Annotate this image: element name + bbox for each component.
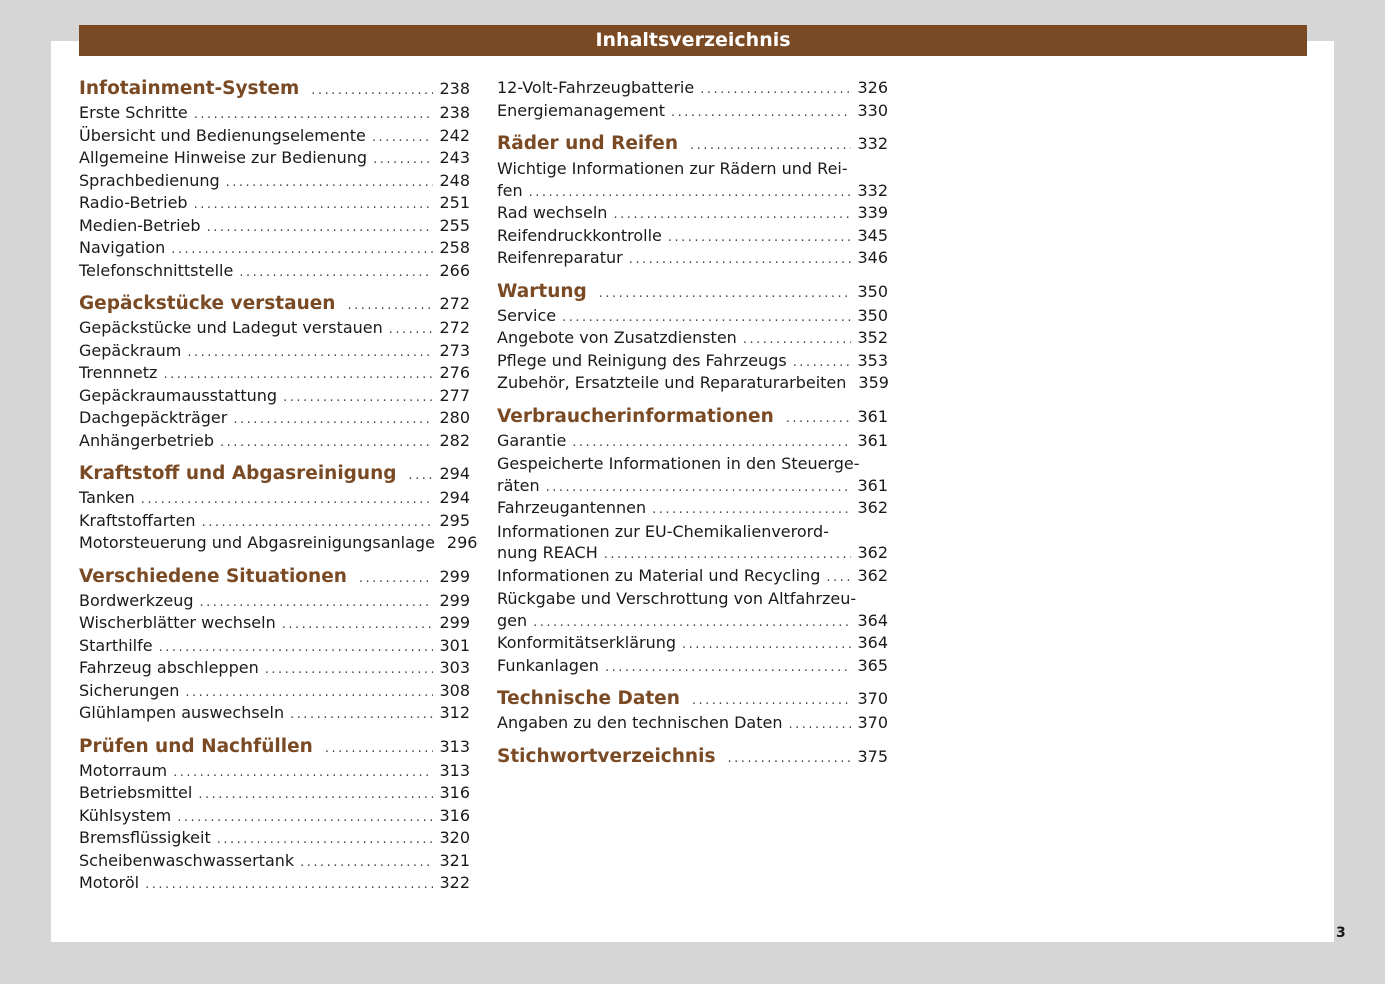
toc-entry[interactable] [79, 511, 470, 534]
toc-entry[interactable] [79, 681, 470, 704]
toc-entry[interactable] [79, 658, 470, 681]
toc-entry[interactable] [497, 78, 888, 101]
toc-entry[interactable] [79, 783, 470, 806]
leader-dots [163, 367, 433, 382]
toc-entry[interactable] [79, 828, 470, 851]
entry-label: Garantie [497, 430, 567, 450]
entry-page-number: 294 [439, 488, 470, 507]
section-title: Prüfen und Nachfüllen [79, 736, 319, 757]
entry-label: Sicherungen [79, 680, 180, 700]
entry-label: Wichtige Informationen zur Rädern und Rei- [497, 159, 848, 178]
entry-label: Wischerblätter wechseln [79, 613, 276, 632]
entry-page-number: 316 [439, 805, 470, 825]
section-title: Verschiedene Situationen [79, 566, 353, 587]
leader-dots [239, 265, 433, 280]
entry-page-number: 295 [439, 510, 470, 530]
entry-label: Bremsflüssigkeit [79, 828, 211, 847]
entry-label: Konformitätserklärung [497, 633, 677, 652]
leader-dots [194, 197, 434, 212]
entry-page-number: 238 [439, 103, 470, 122]
entry-page-number: 282 [439, 430, 470, 450]
entry-page-number: 362 [857, 498, 888, 517]
leader-dots [202, 515, 434, 530]
entry-label: Bordwerkzeug [79, 590, 194, 610]
entry-label: Funkanlagen [497, 655, 599, 675]
entry-label: Motoröl [79, 873, 140, 892]
toc-section-heading[interactable] [497, 133, 888, 158]
leader-dots [290, 707, 433, 722]
entry-label-continued: fen [497, 180, 523, 200]
toc-section-heading[interactable] [79, 463, 470, 488]
entry-label: Tanken [79, 488, 135, 507]
entry-page-number: 316 [439, 783, 470, 802]
entry-label: Sprachbedienung [79, 170, 220, 190]
entry-label: Motorsteuerung und Abgasreinigungsanlage [79, 533, 435, 552]
entry-page-number: 370 [857, 713, 888, 732]
entry-label: Fahrzeug abschleppen [79, 658, 259, 677]
leader-dots [141, 492, 434, 507]
toc-entry[interactable] [497, 633, 888, 656]
leader-dots [347, 298, 433, 313]
entry-page-number: 364 [857, 633, 888, 652]
entry-page-number: 299 [439, 590, 470, 610]
entry-page-number: 301 [439, 635, 470, 655]
entry-page-number: 322 [439, 873, 470, 892]
leader-dots [682, 637, 851, 652]
toc-entry[interactable] [79, 806, 470, 829]
toc-entry[interactable] [79, 238, 470, 261]
entry-page-number: 321 [439, 850, 470, 870]
toc-entry[interactable] [497, 328, 888, 351]
toc-entry[interactable] [79, 126, 470, 149]
entry-page-number: 350 [857, 305, 888, 325]
leader-dots [217, 832, 434, 847]
entry-page-number: 359 [858, 373, 889, 392]
leader-dots [604, 547, 852, 562]
leader-dots [233, 412, 433, 427]
entry-label: Informationen zu Material und Recycling [497, 565, 821, 585]
toc-entry[interactable] [79, 193, 470, 216]
entry-label: Angebote von Zusatzdiensten [497, 328, 737, 347]
leader-dots [185, 685, 433, 700]
entry-page-number: 242 [439, 125, 470, 145]
entry-label: Gepäckraumausstattung [79, 385, 278, 405]
toc-section-heading[interactable] [79, 293, 470, 318]
entry-page-number: 320 [439, 828, 470, 847]
entry-label: Rückgabe und Verschrottung von Altfahrzeu- [497, 589, 857, 608]
toc-entry[interactable] [79, 488, 470, 511]
leader-dots [700, 82, 851, 97]
section-title: Kraftstoff und Abgasreinigung [79, 463, 403, 484]
entry-label: Telefonschnittstelle [79, 260, 234, 280]
entry-label: Erste Schritte [79, 103, 188, 122]
entry-page-number: 255 [439, 215, 470, 235]
entry-label: Radio-Betrieb [79, 193, 188, 212]
toc-column-right [497, 78, 888, 771]
toc-entry[interactable] [79, 386, 470, 409]
leader-dots [605, 660, 852, 675]
toc-entry[interactable] [497, 431, 888, 454]
entry-label: Angaben zu den technischen Daten [497, 713, 783, 732]
toc-entry[interactable] [79, 261, 470, 284]
entry-page-number: 308 [439, 680, 470, 700]
section-title: Wartung [497, 281, 593, 302]
leader-dots [389, 322, 434, 337]
toc-entry[interactable] [79, 216, 470, 239]
entry-page-number: 313 [439, 760, 470, 780]
section-page-number: 313 [439, 736, 470, 756]
toc-entry[interactable] [497, 588, 888, 633]
entry-label: Gepäckstücke und Ladegut verstauen [79, 318, 383, 337]
entry-label: Energiemanagement [497, 100, 666, 120]
leader-dots [171, 242, 433, 257]
leader-dots [311, 83, 433, 98]
toc-section-heading[interactable] [79, 78, 470, 103]
entry-page-number: 258 [439, 238, 470, 257]
leader-dots [226, 175, 434, 190]
toc-entry[interactable] [79, 703, 470, 726]
entry-label: Medien-Betrieb [79, 215, 201, 235]
toc-column-left [79, 78, 478, 896]
entry-page-number: 251 [439, 193, 470, 212]
entry-label: Starthilfe [79, 635, 153, 655]
entry-page-number: 361 [857, 430, 888, 450]
leader-dots [826, 570, 851, 585]
toc-entry[interactable] [497, 373, 888, 396]
leader-dots [671, 105, 851, 120]
leader-dots [220, 435, 433, 450]
toc-section-heading[interactable] [497, 406, 888, 431]
entry-label: Motorraum [79, 760, 168, 780]
entry-label: Navigation [79, 238, 166, 257]
entry-label: Betriebsmittel [79, 783, 193, 802]
leader-dots [159, 640, 434, 655]
leader-dots [668, 230, 852, 245]
entry-continuation [497, 543, 888, 566]
entry-label-continued: nung REACH [497, 543, 598, 562]
entry-label: Reifenreparatur [497, 248, 623, 267]
leader-dots [177, 810, 433, 825]
entry-page-number: 362 [857, 565, 888, 585]
toc-entry[interactable] [79, 318, 470, 341]
entry-continuation [497, 181, 888, 204]
entry-label: Reifendruckkontrolle [497, 225, 662, 245]
leader-dots [727, 751, 851, 766]
section-title: Infotainment-System [79, 78, 305, 99]
entry-page-number: 312 [439, 703, 470, 722]
leader-dots [786, 411, 852, 426]
leader-dots [546, 480, 852, 495]
leader-dots [599, 286, 852, 301]
toc-entry[interactable] [79, 103, 470, 126]
entry-page-number: 266 [439, 260, 470, 280]
leader-dots [173, 765, 433, 780]
leader-dots [300, 855, 433, 870]
toc-entry[interactable] [497, 101, 888, 124]
entry-label: Glühlampen auswechseln [79, 703, 285, 722]
entry-label-continued: räten [497, 475, 540, 495]
toc-entry[interactable] [79, 873, 470, 896]
entry-page-number: 362 [857, 543, 888, 562]
section-title: Verbraucherinformationen [497, 406, 780, 427]
toc-entry[interactable] [79, 171, 470, 194]
entry-label: Kraftstoffarten [79, 510, 196, 530]
leader-dots [692, 693, 852, 708]
entry-label: Dachgepäckträger [79, 408, 228, 427]
entry-page-number: 339 [857, 203, 888, 222]
section-page-number: 332 [857, 134, 888, 153]
page-title: Inhaltsverzeichnis [79, 25, 1307, 56]
entry-page-number: 273 [439, 340, 470, 360]
leader-dots [207, 220, 434, 235]
toc-section-heading[interactable] [79, 736, 470, 761]
toc-entry[interactable] [497, 351, 888, 374]
leader-dots [562, 310, 851, 325]
toc-entry[interactable] [79, 636, 470, 659]
entry-page-number: 345 [857, 225, 888, 245]
toc-entry[interactable] [497, 203, 888, 226]
leader-dots [283, 390, 433, 405]
entry-page-number: 326 [857, 78, 888, 97]
section-page-number: 238 [439, 79, 470, 98]
toc-section-heading[interactable] [497, 746, 888, 771]
toc-entry[interactable] [79, 148, 470, 171]
toc-entry[interactable] [79, 761, 470, 784]
entry-label: Gespeicherte Informationen in den Steuerge- [497, 454, 860, 473]
leader-dots [187, 345, 433, 360]
toc-section-heading[interactable] [497, 688, 888, 713]
section-page-number: 350 [857, 281, 888, 301]
entry-label: Trennnetz [79, 363, 158, 382]
toc-entry[interactable] [79, 408, 470, 431]
leader-dots [359, 571, 434, 586]
entry-page-number: 276 [439, 363, 470, 382]
leader-dots [265, 662, 434, 677]
leader-dots [652, 502, 851, 517]
toc-entry[interactable] [79, 363, 470, 386]
entry-page-number: 248 [439, 170, 470, 190]
toc-entry[interactable] [79, 341, 470, 364]
toc-section-heading[interactable] [79, 566, 470, 591]
entry-label: Scheibenwaschwassertank [79, 850, 295, 870]
leader-dots [373, 152, 433, 167]
entry-page-number: 365 [857, 655, 888, 675]
leader-dots [533, 615, 851, 630]
entry-page-number: 353 [857, 350, 888, 370]
entry-page-number: 364 [857, 610, 888, 630]
toc-entry[interactable] [497, 521, 888, 566]
entry-page-number: 277 [439, 385, 470, 405]
leader-dots [325, 741, 434, 756]
leader-dots [529, 185, 852, 200]
leader-dots [629, 252, 852, 267]
entry-label: Informationen zur EU-Chemikalienverord- [497, 521, 829, 541]
leader-dots [690, 138, 851, 153]
entry-page-number: 299 [439, 613, 470, 632]
section-page-number: 294 [439, 464, 470, 483]
toc-entry[interactable] [79, 613, 470, 636]
entry-continuation [497, 476, 888, 499]
entry-label: 12-Volt-Fahrzeugbatterie [497, 78, 695, 97]
section-page-number: 272 [439, 294, 470, 313]
leader-dots [194, 107, 434, 122]
entry-page-number: 352 [857, 328, 888, 347]
leader-dots [793, 355, 852, 370]
section-title: Technische Daten [497, 688, 686, 709]
toc-entry[interactable] [497, 226, 888, 249]
entry-label-continued: gen [497, 610, 528, 630]
entry-page-number: 332 [857, 180, 888, 200]
toc-entry[interactable] [497, 498, 888, 521]
toc-entry[interactable] [497, 306, 888, 329]
toc-entry[interactable] [79, 591, 470, 614]
page-number: 3 [1336, 925, 1346, 941]
section-page-number: 299 [439, 566, 470, 586]
leader-dots [372, 130, 434, 145]
leader-dots [613, 207, 851, 222]
entry-label: Kühlsystem [79, 805, 172, 825]
toc-entry[interactable] [79, 533, 478, 556]
section-title: Räder und Reifen [497, 133, 684, 154]
entry-label: Zubehör, Ersatzteile und Reparaturarbeiten [497, 373, 847, 392]
toc-entry[interactable] [497, 713, 888, 736]
leader-dots [145, 877, 433, 892]
section-title: Stichwortverzeichnis [497, 746, 721, 767]
entry-page-number: 303 [439, 658, 470, 677]
entry-label: Übersicht und Bedienungselemente [79, 125, 366, 145]
toc-entry[interactable] [497, 566, 888, 589]
leader-dots [200, 595, 434, 610]
entry-page-number: 346 [857, 248, 888, 267]
section-title: Gepäckstücke verstauen [79, 293, 341, 314]
toc-section-heading[interactable] [497, 281, 888, 306]
entry-label: Pflege und Reinigung des Fahrzeugs [497, 350, 787, 370]
leader-dots [743, 332, 852, 347]
section-page-number: 370 [857, 689, 888, 708]
entry-page-number: 330 [857, 100, 888, 120]
entry-continuation [497, 611, 888, 634]
entry-page-number: 272 [439, 318, 470, 337]
toc-entry[interactable] [497, 158, 888, 203]
toc-entry[interactable] [79, 851, 470, 874]
entry-label: Allgemeine Hinweise zur Bedienung [79, 148, 368, 167]
leader-dots [198, 787, 433, 802]
leader-dots [572, 435, 851, 450]
entry-label: Fahrzeugantennen [497, 498, 647, 517]
entry-label: Rad wechseln [497, 203, 608, 222]
entry-page-number: 243 [439, 148, 470, 167]
leader-dots [282, 617, 434, 632]
section-page-number: 361 [857, 406, 888, 426]
entry-page-number: 280 [439, 408, 470, 427]
entry-page-number: 361 [857, 475, 888, 495]
entry-label: Gepäckraum [79, 340, 182, 360]
toc-entry[interactable] [497, 656, 888, 679]
entry-label: Anhängerbetrieb [79, 430, 215, 450]
entry-label: Service [497, 305, 557, 325]
leader-dots [789, 717, 852, 732]
entry-page-number: 296 [446, 533, 478, 552]
toc-entry[interactable] [497, 453, 888, 498]
toc-entry[interactable] [79, 431, 470, 454]
leader-dots [409, 468, 434, 483]
section-page-number: 375 [857, 746, 888, 766]
toc-entry[interactable] [497, 248, 888, 271]
